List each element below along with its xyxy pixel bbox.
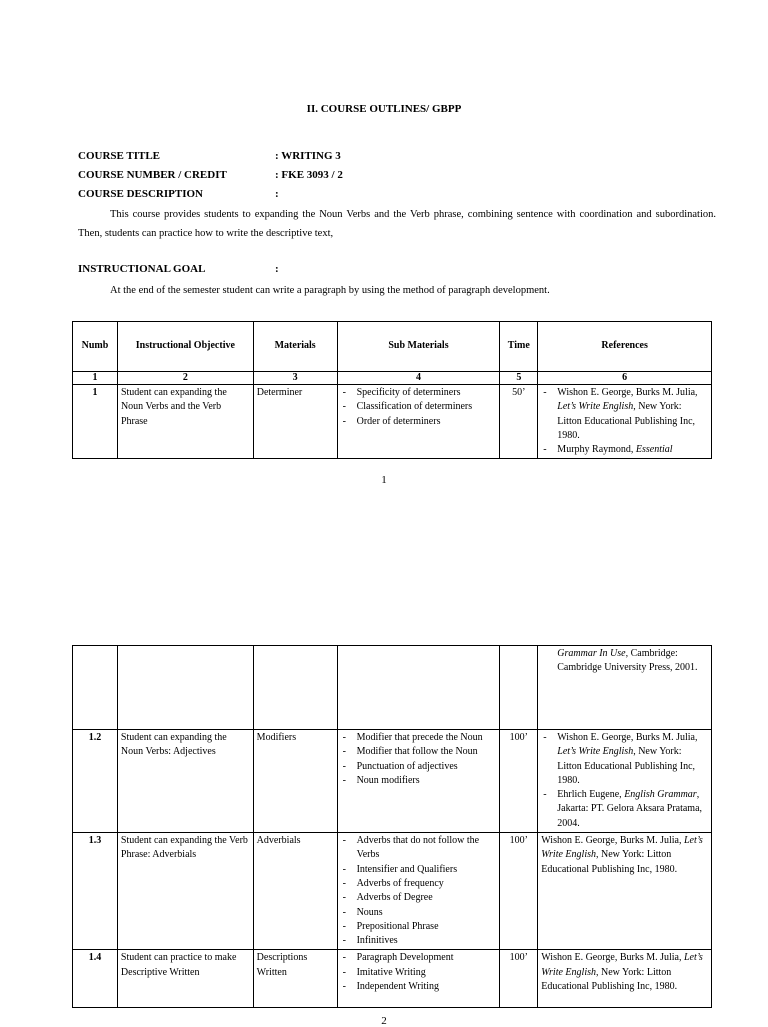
sub-material-item: - Infinitives [341, 934, 497, 948]
table-row [73, 646, 712, 730]
sub-material-item: - Punctuation of adjectives [341, 760, 497, 774]
table-row [73, 385, 712, 459]
header-objective: Instructional Objective [117, 322, 253, 372]
row-time: 100’ [500, 950, 538, 1008]
table-row [73, 833, 712, 950]
header-sub-materials: Sub Materials [337, 322, 500, 372]
col-number: 3 [253, 372, 337, 385]
row-references: Wishon E. George, Burks M. Julia, Let’s Write English, New York: Litton Educational Publishing Inc, 1980. [538, 950, 712, 1008]
row-time: 100’ [500, 833, 538, 950]
reference-continued: Grammar In Use, Cambridge: Cambridge University Press, 2001. [557, 648, 698, 674]
row-number: 1.4 [73, 950, 118, 1008]
row-number: 1.3 [73, 833, 118, 950]
course-description-label: COURSE DESCRIPTION [78, 188, 203, 200]
reference-item: - Murphy Raymond, Essential [541, 443, 708, 457]
table-row [73, 730, 712, 833]
sub-material-item: - Prepositional Phrase [341, 920, 497, 934]
row-references [538, 385, 712, 459]
reference-item: - Wishon E. George, Burks M. Julia, Let’s Write English, New York: Litton Educational Publishing Inc, 1980. [541, 386, 708, 443]
sub-material-item: - Paragraph Development [341, 951, 497, 965]
reference-item: - Ehrlich Eugene, English Grammar, Jakarta: PT. Gelora Aksara Pratama, 2004. [541, 788, 708, 831]
row-references [538, 646, 712, 730]
sub-material-item: - Adverbs of Degree [341, 891, 497, 905]
course-title-value: : WRITING 3 [275, 150, 341, 162]
instructional-goal-text: At the end of the semester student can write a paragraph by using the method of paragraph development. [110, 285, 550, 296]
page-number: 1 [381, 474, 387, 486]
row-material: Descriptions Written [253, 950, 337, 1008]
col-number: 2 [117, 372, 253, 385]
sub-material-item: - Classification of determiners [341, 400, 497, 414]
sub-material-item: - Adverbs of frequency [341, 877, 497, 891]
page-heading: II. COURSE OUTLINES/ GBPP [306, 103, 462, 115]
sub-material-item: - Independent Writing [341, 980, 497, 994]
course-number-value: : FKE 3093 / 2 [275, 169, 343, 181]
col-number: 6 [538, 372, 712, 385]
header-materials: Materials [253, 322, 337, 372]
row-objective: Student can expanding the Noun Verbs and the Verb Phrase [117, 385, 253, 459]
col-number: 5 [500, 372, 538, 385]
reference-item: - Wishon E. George, Burks M. Julia, Let’s Write English, New York: Litton Educational Publishing Inc, 1980. [541, 731, 708, 788]
sub-material-item: - Intensifier and Qualifiers [341, 863, 497, 877]
sub-material-item: - Specificity of determiners [341, 386, 497, 400]
row-material: Determiner [253, 385, 337, 459]
course-description-text: This course provides students to expanding the Noun Verbs and the Verb phrase, combining sentence with coordination and subordination. Then, students can practice how to write the descriptive text, [78, 209, 716, 239]
sub-material-item: - Imitative Writing [341, 966, 497, 980]
course-number-label: COURSE NUMBER / CREDIT [78, 169, 227, 181]
col-number: 1 [73, 372, 118, 385]
course-description-colon: : [275, 188, 279, 200]
row-sub-materials [337, 833, 500, 950]
sub-material-item: - Adverbs that do not follow the Verbs [341, 834, 497, 863]
course-outline-table-continued [72, 645, 712, 1008]
sub-material-item: - Modifier that follow the Noun [341, 745, 497, 759]
row-sub-materials [337, 730, 500, 833]
instructional-goal-label: INSTRUCTIONAL GOAL [78, 263, 206, 275]
row-sub-materials [337, 950, 500, 1008]
row-material: Modifiers [253, 730, 337, 833]
header-references: References [538, 322, 712, 372]
header-numb: Numb [73, 322, 118, 372]
course-outline-table [72, 321, 712, 459]
row-references [538, 730, 712, 833]
row-time: 50’ [500, 385, 538, 459]
table-row [73, 950, 712, 1008]
row-time: 100’ [500, 730, 538, 833]
sub-material-item: - Nouns [341, 906, 497, 920]
row-objective: Student can practice to make Descriptive Written [117, 950, 253, 1008]
sub-material-item: - Modifier that precede the Noun [341, 731, 497, 745]
page-number: 2 [381, 1015, 387, 1027]
row-material: Adverbials [253, 833, 337, 950]
sub-material-item: - Noun modifiers [341, 774, 497, 788]
row-number: 1 [73, 385, 118, 459]
course-title-label: COURSE TITLE [78, 150, 161, 162]
header-time: Time [500, 322, 538, 372]
row-objective: Student can expanding the Noun Verbs: Adjectives [117, 730, 253, 833]
row-references: Wishon E. George, Burks M. Julia, Let’s Write English, New York: Litton Educational Publishing Inc, 1980. [538, 833, 712, 950]
row-number: 1.2 [73, 730, 118, 833]
sub-material-item: - Order of determiners [341, 415, 497, 429]
row-sub-materials [337, 385, 500, 459]
row-objective: Student can expanding the Verb Phrase: Adverbials [117, 833, 253, 950]
instructional-goal-colon: : [275, 263, 279, 275]
col-number: 4 [337, 372, 500, 385]
